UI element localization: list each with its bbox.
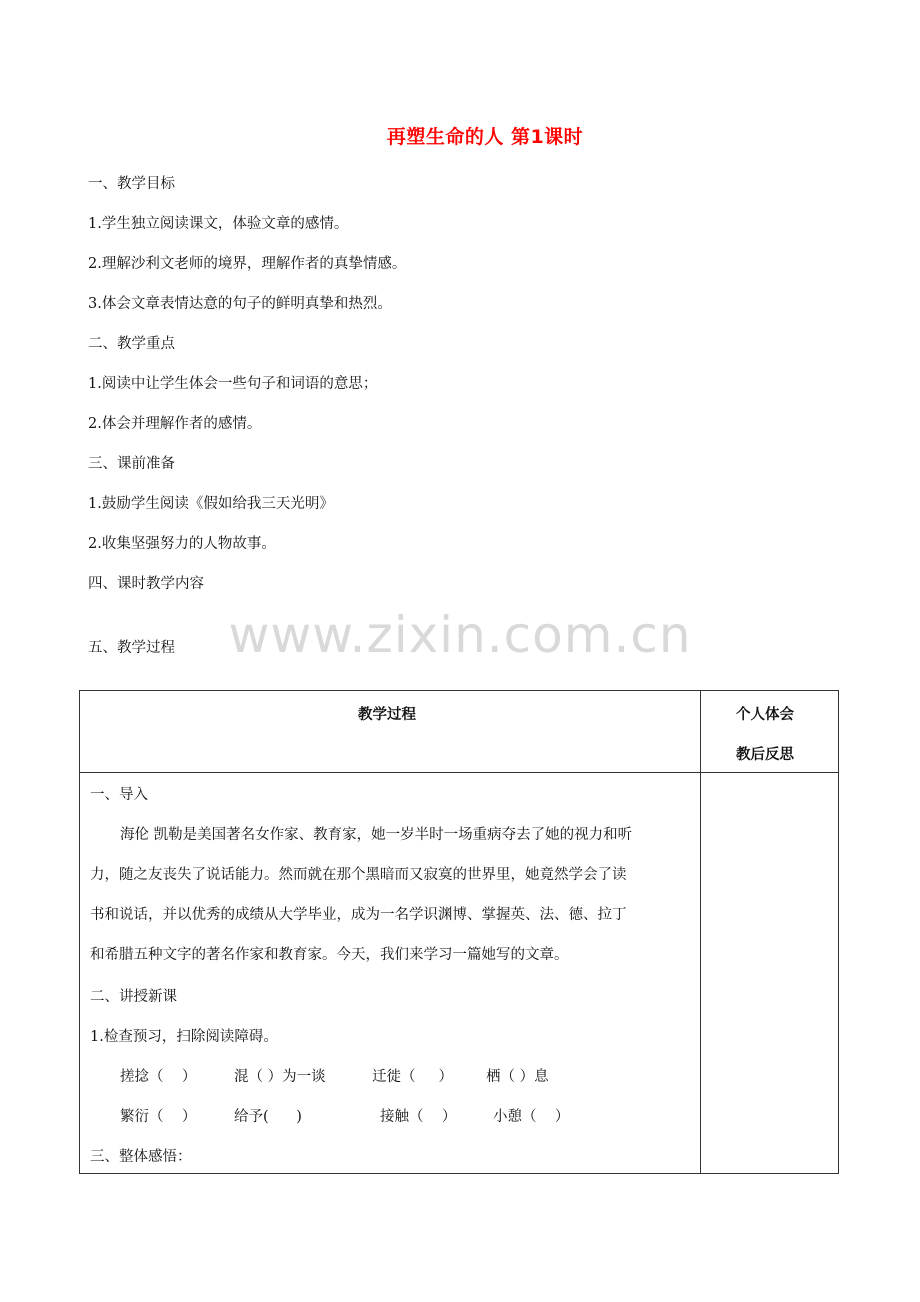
new-lesson-heading: 二、讲授新课 (90, 989, 177, 1005)
preparation-item-2: 2.收集坚强努力的人物故事。 (88, 536, 276, 552)
preparation-item-1: 1.鼓励学生阅读《假如给我三天光明》 (88, 496, 334, 512)
pronunciation-blank: 繁衍（ ） (120, 1109, 197, 1125)
table-header-reflection-line2: 教后反思 (736, 747, 794, 763)
table-header-process: 教学过程 (358, 707, 416, 723)
pronunciation-blank: 接触（ ） (380, 1109, 457, 1125)
section-heading-process: 五、教学过程 (88, 640, 175, 656)
preview-step: 1.检查预习，扫除阅读障碍。 (90, 1029, 278, 1045)
pronunciation-blank: 给予( ) (234, 1109, 302, 1125)
pronunciation-blank: 小憩（ ） (493, 1109, 570, 1125)
key-point-item-1: 1.阅读中让学生体会一些句子和词语的意思； (88, 376, 378, 392)
key-point-item-2: 2.体会并理解作者的感情。 (88, 416, 262, 432)
section-heading-content: 四、课时教学内容 (88, 576, 204, 592)
intro-heading: 一、导入 (90, 787, 148, 803)
intro-paragraph-line: 力，随之友丧失了说话能力。然而就在那个黑暗而又寂寞的世界里，她竟然学会了读 (90, 867, 627, 883)
section-heading-key-points: 二、教学重点 (88, 336, 175, 352)
watermark: www.zixin.com.cn (228, 606, 692, 664)
objective-item-2: 2.理解沙利文老师的境界，理解作者的真挚情感。 (88, 256, 407, 272)
pronunciation-blank: 搓捻（ ） (120, 1069, 197, 1085)
intro-paragraph-line: 海伦 凯勒是美国著名女作家、教育家，她一岁半时一场重病夺去了她的视力和听 (120, 827, 633, 843)
section-heading-preparation: 三、课前准备 (88, 456, 175, 472)
table-header-divider (80, 772, 838, 773)
table-header-reflection-line1: 个人体会 (736, 707, 794, 723)
intro-paragraph-line: 书和说话，并以优秀的成绩从大学毕业，成为一名学识渊博、掌握英、法、德、拉丁 (90, 907, 627, 923)
pronunciation-blank: 混（ ）为一谈 (234, 1069, 326, 1085)
page-title: 再塑生命的人 第1课时 (386, 126, 584, 148)
teaching-process-table (79, 690, 839, 1174)
section-heading-objectives: 一、教学目标 (88, 176, 175, 192)
objective-item-3: 3.体会文章表情达意的句子的鲜明真挚和热烈。 (88, 296, 392, 312)
intro-paragraph-line: 和希腊五种文字的著名作家和教育家。今天，我们来学习一篇她写的文章。 (90, 947, 569, 963)
overall-perception-heading: 三、整体感悟： (90, 1149, 192, 1165)
pronunciation-blank: 栖（ ）息 (486, 1069, 549, 1085)
pronunciation-blank: 迁徙（ ） (372, 1069, 454, 1085)
objective-item-1: 1.学生独立阅读课文，体验文章的感情。 (88, 216, 349, 232)
table-column-divider (700, 691, 701, 1173)
